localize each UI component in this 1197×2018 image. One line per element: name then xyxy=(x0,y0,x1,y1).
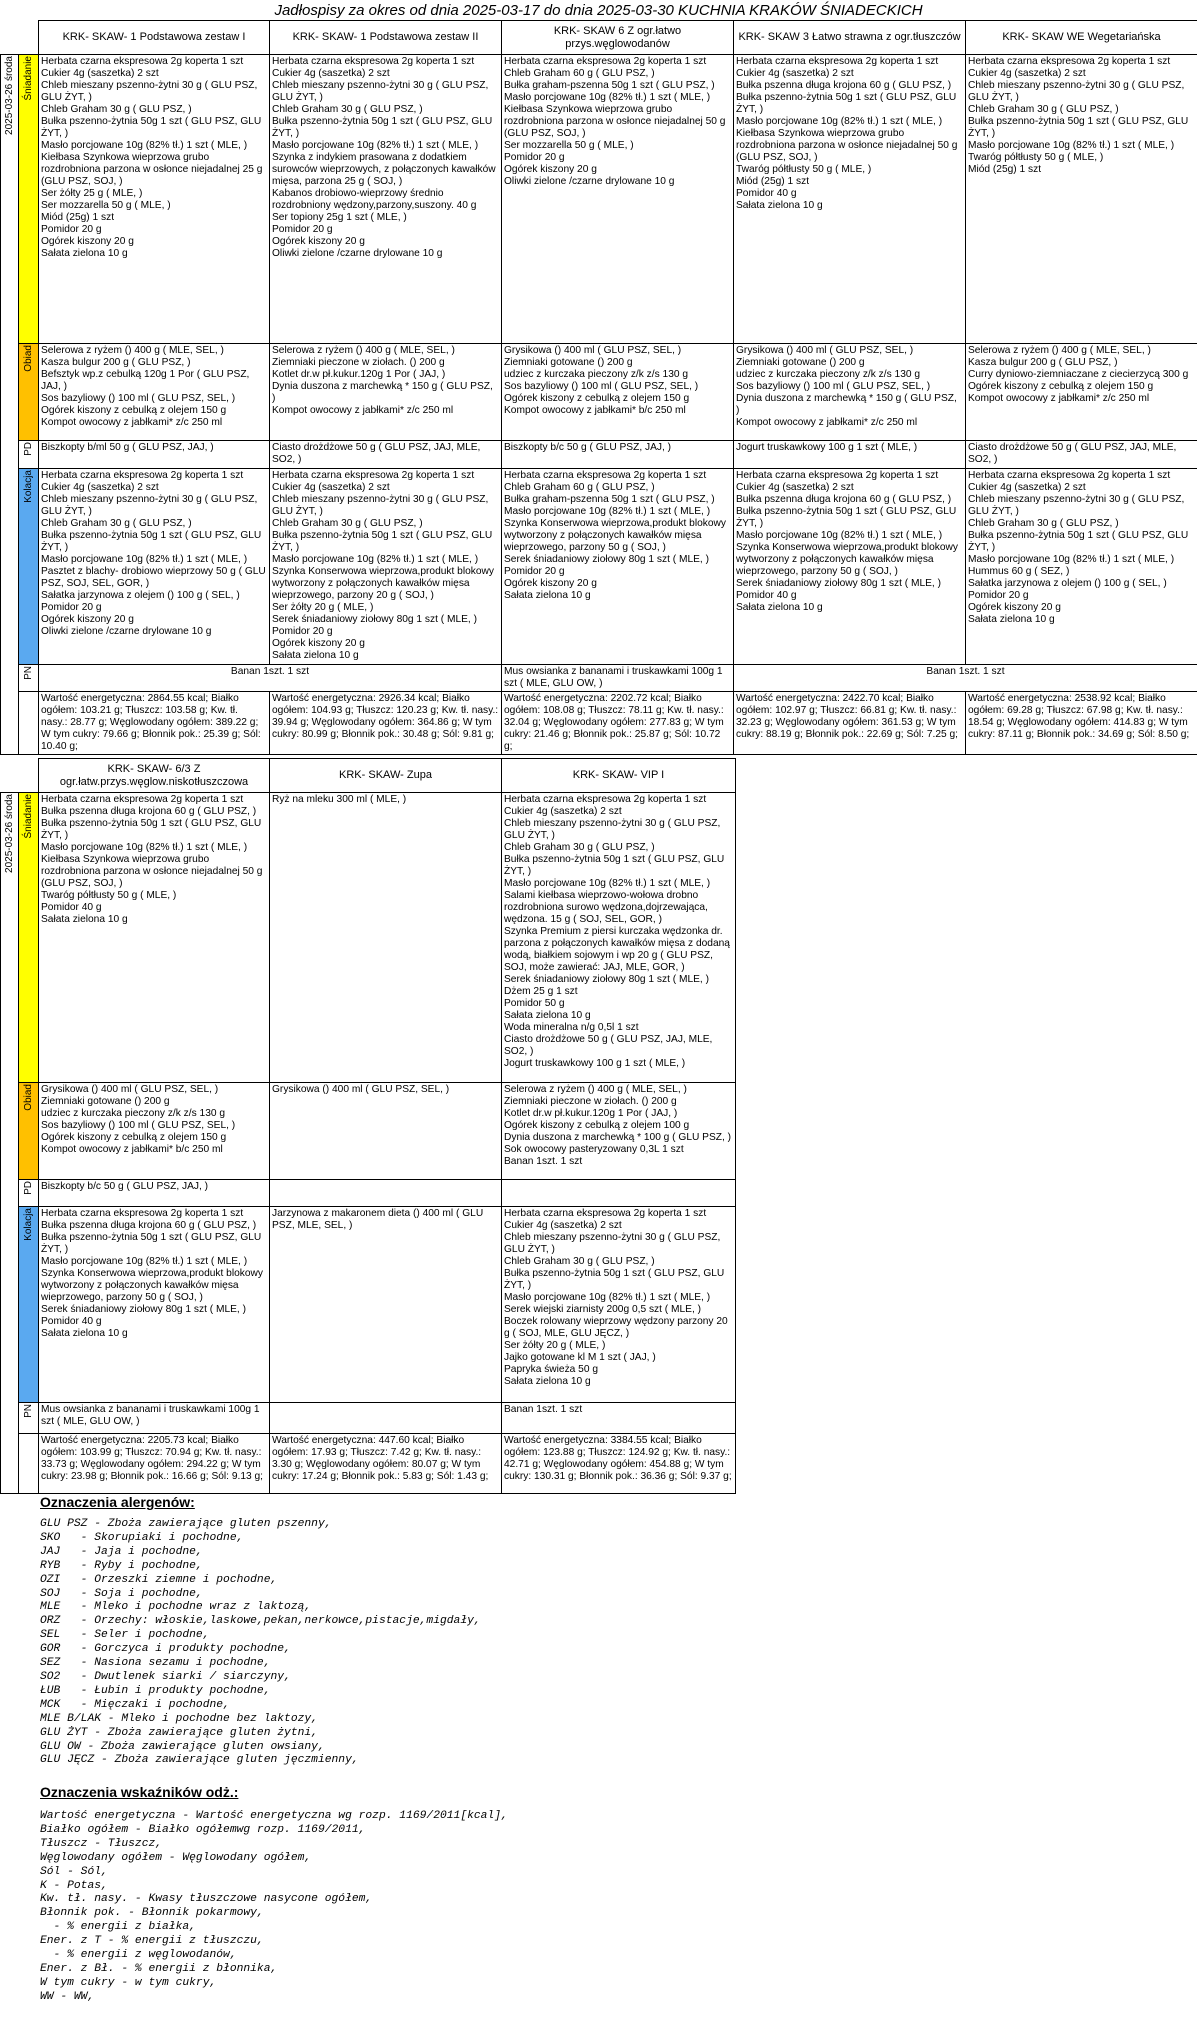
menu-cell: Biszkopty b/c 50 g ( GLU PSZ, JAJ, ) xyxy=(39,1180,270,1207)
menu-table-2 xyxy=(0,758,736,1494)
menu-cell: Grysikowa () 400 ml ( GLU PSZ, SEL, ) Ziemniaki gotowane () 200 g udziec z kurczaka pieczony z/k z/s 130 g Sos bazyliowy () 100 ml ( GLU PSZ, SEL, ) Ogórek kiszony z cebulką z olejem 150 g Kompot owocowy z jabłkami* b/c 250 ml xyxy=(502,344,734,441)
menu-table-1 xyxy=(0,20,1197,755)
allergens-legend: GLU PSZ - Zboża zawierające gluten pszenny, SKO - Skorupiaki i pochodne, JAJ - Jaja i pochodne, RYB - Ryby i pochodne, OZI - Orzeszki ziemne i pochodne, SOJ - Soja i pochodne, MLE - Mleko i pochodne wraz z laktozą, ORZ - Orzechy: włoskie,laskowe,pekan,nerkowce,pistacje,migdały, SEL - Seler i pochodne, GOR - Gorczyca i produkty pochodne, SEZ - Nasiona sezamu i pochodne, SO2 - Dwutlenek siarki / siarczyny, ŁUB - Łubin i produkty pochodne, MCK - Mięczaki i pochodne, MLE B/LAK - Mleko i pochodne bez laktozy, GLU ŻYT - Zboża zawierające gluten żytni, GLU OW - Zboża zawierające gluten owsiany, GLU JĘCZ - Zboża zawierające gluten jęczmienny, xyxy=(40,1518,481,1767)
menu-cell xyxy=(270,1180,502,1207)
menu-cell: Herbata czarna ekspresowa 2g koperta 1 szt Bułka pszenna długa krojona 60 g ( GLU PSZ, ) Bułka pszenno-żytnia 50g 1 szt ( GLU PSZ, GLU ŻYT, ) Masło porcjowane 10g (82% tł.) 1 szt ( MLE, ) Kiełbasa Szynkowa wieprzowa grubo rozdrobniona parzona w osłonce niejadalnej 50 g (GLU PSZ, SOJ, ) Twaróg półtłusty 50 g ( MLE, ) Pomidor 40 g Sałata zielona 10 g xyxy=(39,793,270,1083)
menu-cell: Selerowa z ryżem () 400 g ( MLE, SEL, ) Kasza bulgur 200 g ( GLU PSZ, ) Befsztyk wp.z cebulką 120g 1 Por ( GLU PSZ, JAJ, ) Sos bazyliowy () 100 ml ( GLU PSZ, SEL, ) Ogórek kiszony z cebulką z olejem 150 g Kompot owocowy z jabłkami* z/c 250 ml xyxy=(39,344,270,441)
menu-cell: Herbata czarna ekspresowa 2g koperta 1 szt Cukier 4g (saszetka) 2 szt Bułka pszenna długa krojona 60 g ( GLU PSZ, ) Bułka pszenno-żytnia 50g 1 szt ( GLU PSZ, GLU ŻYT, ) Masło porcjowane 10g (82% tł.) 1 szt ( MLE, ) Szynka Konserwowa wieprzowa,produkt blokowy wytworzony z połączonych kawałków mięsa wieprzowego, parzony 50 g ( SOJ, ) Serek śniadaniowy ziołowy 80g 1 szt ( MLE, ) Pomidor 40 g Sałata zielona 10 g xyxy=(734,469,966,665)
meal-label-pd: PD xyxy=(19,1180,39,1207)
menu-cell xyxy=(502,1180,736,1207)
diet-header: KRK- SKAW- 1 Podstawowa zestaw I xyxy=(39,21,270,55)
menu-cell: Herbata czarna ekspresowa 2g koperta 1 szt Cukier 4g (saszetka) 2 szt Chleb mieszany pszenno-żytni 30 g ( GLU PSZ, GLU ŻYT, ) Chleb Graham 30 g ( GLU PSZ, ) Bułka pszenno-żytnia 50g 1 szt ( GLU PSZ, GLU ŻYT, ) Masło porcjowane 10g (82% tł.) 1 szt ( MLE, ) Twaróg półtłusty 50 g ( MLE, ) Miód (25g) 1 szt xyxy=(966,55,1197,344)
menu-cell: Jarzynowa z makaronem dieta () 400 ml ( GLU PSZ, MLE, SEL, ) xyxy=(270,1207,502,1403)
menu-cell: Herbata czarna ekspresowa 2g koperta 1 szt Cukier 4g (saszetka) 2 szt Chleb mieszany pszenno-żytni 30 g ( GLU PSZ, GLU ŻYT, ) Chleb Graham 30 g ( GLU PSZ, ) Bułka pszenno-żytnia 50g 1 szt ( GLU PSZ, GLU ŻYT, ) Masło porcjowane 10g (82% tł.) 1 szt ( MLE, ) Szynka z indykiem prasowana z dodatkiem surowców wieprzowych, z połączonych kawałków mięsa, parzona 25 g ( SOJ, ) Kabanos drobiowo-wieprzowy średnio rozdrobniony wędzony,parzony,suszony. 40 g Ser topiony 25g 1 szt ( MLE, ) Pomidor 20 g Ogórek kiszony 20 g Oliwki zielone /czarne drylowane 10 g xyxy=(270,55,502,344)
menu-cell: Herbata czarna ekspresowa 2g koperta 1 szt Cukier 4g (saszetka) 2 szt Chleb mieszany pszenno-żytni 30 g ( GLU PSZ, GLU ŻYT, ) Chleb Graham 30 g ( GLU PSZ, ) Bułka pszenno-żytnia 50g 1 szt ( GLU PSZ, GLU ŻYT, ) Masło porcjowane 10g (82% tł.) 1 szt ( MLE, ) Hummus 60 g ( SEZ, ) Sałatka jarzynowa z olejem () 100 g ( SEL, ) Pomidor 20 g Ogórek kiszony 20 g Sałata zielona 10 g xyxy=(966,469,1197,665)
menu-cell: Herbata czarna ekspresowa 2g koperta 1 szt Cukier 4g (saszetka) 2 szt Bułka pszenna długa krojona 60 g ( GLU PSZ, ) Bułka pszenno-żytnia 50g 1 szt ( GLU PSZ, GLU ŻYT, ) Masło porcjowane 10g (82% tł.) 1 szt ( MLE, ) Kiełbasa Szynkowa wieprzowa grubo rozdrobniona parzona w osłonce niejadalnej 50 g (GLU PSZ, SOJ, ) Twaróg półtłusty 50 g ( MLE, ) Miód (25g) 1 szt Pomidor 40 g Sałata zielona 10 g xyxy=(734,55,966,344)
menu-cell: Banan 1szt. 1 szt xyxy=(734,665,1197,692)
indicators-heading: Oznaczenia wskaźników odż.: xyxy=(40,1784,239,1800)
menu-cell: Herbata czarna ekspresowa 2g koperta 1 szt Cukier 4g (saszetka) 2 szt Chleb mieszany pszenno-żytni 30 g ( GLU PSZ, GLU ŻYT, ) Chleb Graham 30 g ( GLU PSZ, ) Bułka pszenno-żytnia 50g 1 szt ( GLU PSZ, GLU ŻYT, ) Masło porcjowane 10g (82% tł.) 1 szt ( MLE, ) Serek wiejski ziarnisty 200g 0,5 szt ( MLE, ) Boczek rolowany wieprzowy wędzony parzony 20 g ( SOJ, MLE, GLU JĘCZ, ) Ser żółty 20 g ( MLE, ) Jajko gotowane kl M 1 szt ( JAJ, ) Papryka świeża 50 g Sałata zielona 10 g xyxy=(502,1207,736,1403)
menu-cell: Banan 1szt. 1 szt xyxy=(502,1403,736,1434)
menu-cell: Herbata czarna ekspresowa 2g koperta 1 szt Cukier 4g (saszetka) 2 szt Chleb mieszany pszenno-żytni 30 g ( GLU PSZ, GLU ŻYT, ) Chleb Graham 30 g ( GLU PSZ, ) Bułka pszenno-żytnia 50g 1 szt ( GLU PSZ, GLU ŻYT, ) Masło porcjowane 10g (82% tł.) 1 szt ( MLE, ) Salami kiełbasa wieprzowo-wołowa drobno rozdrobniona surowo wędzona,dojrzewająca, wędzona. 15 g ( SOJ, SEL, GOR, ) Szynka Premium z piersi kurczaka wędzonka dr. parzona z połączonych kawałków mięsa z dodaną wodą, białkiem sojowym i wp 20 g ( GLU PSZ, SOJ, może zawierać: JAJ, MLE, GOR, ) Serek śniadaniowy ziołowy 80g 1 szt ( MLE, ) Dżem 25 g 1 szt Pomidor 50 g Sałata zielona 10 g Woda mineralna n/g 0,5l 1 szt Ciasto drożdżowe 50 g ( GLU PSZ, JAJ, MLE, SO2, ) Jogurt truskawkowy 100 g 1 szt ( MLE, ) xyxy=(502,793,736,1083)
menu-cell: Ciasto drożdżowe 50 g ( GLU PSZ, JAJ, MLE, SO2, ) xyxy=(270,441,502,469)
menu-cell: Ryż na mleku 300 ml ( MLE, ) xyxy=(270,793,502,1083)
diet-header: KRK- SKAW- 6/3 Z ogr.łatw.przys.węglow.niskotłuszczowa xyxy=(39,759,270,793)
menu-cell: Grysikowa () 400 ml ( GLU PSZ, SEL, ) Ziemniaki gotowane () 200 g udziec z kurczaka pieczony z/k z/s 130 g Sos bazyliowy () 100 ml ( GLU PSZ, SEL, ) Dynia duszona z marchewką * 150 g ( GLU PSZ, ) Kompot owocowy z jabłkami* z/c 250 ml xyxy=(734,344,966,441)
allergens-heading: Oznaczenia alergenów: xyxy=(40,1494,195,1510)
nutrition-cell: Wartość energetyczna: 2864.55 kcal; Białko ogółem: 103.21 g; Tłuszcz: 103.58 g; Kw. tł. nasy.: 28.77 g; Węglowodany ogółem: 389.22 g; W tym cukry: 79.66 g; Błonnik pok.: 25.39 g; Sól: 10.40 g; xyxy=(39,692,270,755)
diet-header: KRK- SKAW- 1 Podstawowa zestaw II xyxy=(270,21,502,55)
diet-header: KRK- SKAW WE Wegetariańska xyxy=(966,21,1197,55)
page-title: Jadłospisy za okres od dnia 2025-03-17 do dnia 2025-03-30 KUCHNIA KRAKÓW ŚNIADECKICH xyxy=(274,2,923,19)
meal-label-obiad: Obiad xyxy=(19,1083,39,1180)
nutrition-cell: Wartość energetyczna: 3384.55 kcal; Białko ogółem: 123.88 g; Tłuszcz: 124.92 g; Kw. tł. nasy.: 42.71 g; Węglowodany ogółem: 454.88 g; W tym cukry: 130.31 g; Błonnik pok.: 36.36 g; Sól: 9.37 g; xyxy=(502,1434,736,1494)
menu-cell: Mus owsianka z bananami i truskawkami 100g 1 szt ( MLE, GLU OW, ) xyxy=(39,1403,270,1434)
diet-header: KRK- SKAW- Zupa xyxy=(270,759,502,793)
nutrition-cell: Wartość energetyczna: 2205.73 kcal; Białko ogółem: 103.99 g; Tłuszcz: 70.94 g; Kw. tł. nasy.: 33.73 g; Węglowodany ogółem: 294.22 g; W tym cukry: 23.98 g; Błonnik pok.: 16.66 g; Sól: 9.13 g; xyxy=(39,1434,270,1494)
meal-label-kolacja: Kolacja xyxy=(19,1207,39,1403)
menu-cell: Herbata czarna ekspresowa 2g koperta 1 szt Chleb Graham 60 g ( GLU PSZ, ) Bułka graham-pszenna 50g 1 szt ( GLU PSZ, ) Masło porcjowane 10g (82% tł.) 1 szt ( MLE, ) Kiełbasa Szynkowa wieprzowa grubo rozdrobniona parzona w osłonce niejadalnej 50 g (GLU PSZ, SOJ, ) Ser mozzarella 50 g ( MLE, ) Pomidor 20 g Ogórek kiszony 20 g Oliwki zielone /czarne drylowane 10 g xyxy=(502,55,734,344)
meal-label-pn: PN xyxy=(19,1403,39,1434)
nutrition-cell: Wartość energetyczna: 2422.70 kcal; Białko ogółem: 102.97 g; Tłuszcz: 66.81 g; Kw. tł. nasy.: 32.23 g; Węglowodany ogółem: 361.53 g; W tym cukry: 88.19 g; Błonnik pok.: 22.69 g; Sól: 7.25 g; xyxy=(734,692,966,755)
meal-label-pd: PD xyxy=(19,441,39,469)
menu-cell: Selerowa z ryżem () 400 g ( MLE, SEL, ) Ziemniaki pieczone w ziołach. () 200 g Kotlet dr.w pł.kukur.120g 1 Por ( JAJ, ) Ogórek kiszony z cebulką z olejem 100 g Dynia duszona z marchewką * 100 g ( GLU PSZ, ) Sok owocowy pasteryzowany 0,3L 1 szt Banan 1szt. 1 szt xyxy=(502,1083,736,1180)
meal-label-sniadanie: Śniadanie xyxy=(19,55,39,344)
date-cell: 2025-03-26 środa xyxy=(1,55,19,755)
menu-cell: Selerowa z ryżem () 400 g ( MLE, SEL, ) Ziemniaki pieczone w ziołach. () 200 g Kotlet dr.w pł.kukur.120g 1 Por ( JAJ, ) Dynia duszona z marchewką * 150 g ( GLU PSZ, ) Kompot owocowy z jabłkami* z/c 250 ml xyxy=(270,344,502,441)
meal-label-pn: PN xyxy=(19,665,39,692)
menu-cell: Herbata czarna ekspresowa 2g koperta 1 szt Chleb Graham 60 g ( GLU PSZ, ) Bułka graham-pszenna 50g 1 szt ( GLU PSZ, ) Masło porcjowane 10g (82% tł.) 1 szt ( MLE, ) Szynka Konserwowa wieprzowa,produkt blokowy wytworzony z połączonych kawałków mięsa wieprzowego, parzony 50 g ( SOJ, ) Serek śniadaniowy ziołowy 80g 1 szt ( MLE, ) Pomidor 20 g Ogórek kiszony 20 g Sałata zielona 10 g xyxy=(502,469,734,665)
meal-label-obiad: Obiad xyxy=(19,344,39,441)
menu-cell xyxy=(270,1403,502,1434)
date-cell: 2025-03-26 środa xyxy=(1,793,19,1494)
nutrition-cell: Wartość energetyczna: 2538.92 kcal; Białko ogółem: 69.28 g; Tłuszcz: 67.98 g; Kw. tł. nasy.: 18.54 g; Węglowodany ogółem: 414.83 g; W tym cukry: 87.11 g; Błonnik pok.: 34.69 g; Sól: 8.50 g; xyxy=(966,692,1197,755)
diet-header: KRK- SKAW 3 Łatwo strawna z ogr.tłuszczów xyxy=(734,21,966,55)
diet-header: KRK- SKAW 6 Z ogr.łatwo przys.węglowodanów xyxy=(502,21,734,55)
menu-cell: Biszkopty b/c 50 g ( GLU PSZ, JAJ, ) xyxy=(502,441,734,469)
menu-cell: Herbata czarna ekspresowa 2g koperta 1 szt Cukier 4g (saszetka) 2 szt Chleb mieszany pszenno-żytni 30 g ( GLU PSZ, GLU ŻYT, ) Chleb Graham 30 g ( GLU PSZ, ) Bułka pszenno-żytnia 50g 1 szt ( GLU PSZ, GLU ŻYT, ) Masło porcjowane 10g (82% tł.) 1 szt ( MLE, ) Pasztet z blachy- drobiowo wieprzowy 50 g ( GLU PSZ, SOJ, SEL, GOR, ) Sałatka jarzynowa z olejem () 100 g ( SEL, ) Pomidor 20 g Ogórek kiszony 20 g Oliwki zielone /czarne drylowane 10 g xyxy=(39,469,270,665)
menu-cell: Selerowa z ryżem () 400 g ( MLE, SEL, ) Kasza bulgur 200 g ( GLU PSZ, ) Curry dyniowo-ziemniaczane z ciecierzycą 300 g Ogórek kiszony z cebulką z olejem 150 g Kompot owocowy z jabłkami* z/c 250 ml xyxy=(966,344,1197,441)
menu-cell: Grysikowa () 400 ml ( GLU PSZ, SEL, ) Ziemniaki gotowane () 200 g udziec z kurczaka pieczony z/k z/s 130 g Sos bazyliowy () 100 ml ( GLU PSZ, SEL, ) Ogórek kiszony z cebulką z olejem 150 g Kompot owocowy z jabłkami* b/c 250 ml xyxy=(39,1083,270,1180)
nutrition-cell: Wartość energetyczna: 2202.72 kcal; Białko ogółem: 108.08 g; Tłuszcz: 78.11 g; Kw. tł. nasy.: 32.04 g; Węglowodany ogółem: 277.83 g; W tym cukry: 21.46 g; Błonnik pok.: 25.87 g; Sól: 10.72 g; xyxy=(502,692,734,755)
menu-cell: Mus owsianka z bananami i truskawkami 100g 1 szt ( MLE, GLU OW, ) xyxy=(502,665,734,692)
nutrition-cell: Wartość energetyczna: 447.60 kcal; Białko ogółem: 17.93 g; Tłuszcz: 7.42 g; Kw. tł. nasy.: 3.30 g; Węglowodany ogółem: 80.07 g; W tym cukry: 17.24 g; Błonnik pok.: 5.83 g; Sól: 1.43 g; xyxy=(270,1434,502,1494)
menu-cell: Jogurt truskawkowy 100 g 1 szt ( MLE, ) xyxy=(734,441,966,469)
menu-cell: Banan 1szt. 1 szt xyxy=(39,665,502,692)
menu-cell: Herbata czarna ekspresowa 2g koperta 1 szt Cukier 4g (saszetka) 2 szt Chleb mieszany pszenno-żytni 30 g ( GLU PSZ, GLU ŻYT, ) Chleb Graham 30 g ( GLU PSZ, ) Bułka pszenno-żytnia 50g 1 szt ( GLU PSZ, GLU ŻYT, ) Masło porcjowane 10g (82% tł.) 1 szt ( MLE, ) Kiełbasa Szynkowa wieprzowa grubo rozdrobniona parzona w osłonce niejadalnej 25 g (GLU PSZ, SOJ, ) Ser żółty 25 g ( MLE, ) Ser mozzarella 50 g ( MLE, ) Miód (25g) 1 szt Pomidor 20 g Ogórek kiszony 20 g Sałata zielona 10 g xyxy=(39,55,270,344)
meal-label-sniadanie: Śniadanie xyxy=(19,793,39,1083)
menu-cell: Herbata czarna ekspresowa 2g koperta 1 szt Cukier 4g (saszetka) 2 szt Chleb mieszany pszenno-żytni 30 g ( GLU PSZ, GLU ŻYT, ) Chleb Graham 30 g ( GLU PSZ, ) Bułka pszenno-żytnia 50g 1 szt ( GLU PSZ, GLU ŻYT, ) Masło porcjowane 10g (82% tł.) 1 szt ( MLE, ) Szynka Konserwowa wieprzowa,produkt blokowy wytworzony z połączonych kawałków mięsa wieprzowego, parzony 20 g ( SOJ, ) Ser żółty 20 g ( MLE, ) Serek śniadaniowy ziołowy 80g 1 szt ( MLE, ) Pomidor 20 g Ogórek kiszony 20 g Sałata zielona 10 g xyxy=(270,469,502,665)
menu-cell: Ciasto drożdżowe 50 g ( GLU PSZ, JAJ, MLE, SO2, ) xyxy=(966,441,1197,469)
meal-label-kolacja: Kolacja xyxy=(19,469,39,665)
diet-header: KRK- SKAW- VIP I xyxy=(502,759,736,793)
indicators-legend: Wartość energetyczna - Wartość energetyczna wg rozp. 1169/2011[kcal], Białko ogółem - Białko ogółemwg rozp. 1169/2011, Tłuszcz - Tłuszcz, Węglowodany ogółem - Węglowodany ogółem, Sól - Sól, K - Potas, Kw. tł. nasy. - Kwasy tłuszczowe nasycone ogółem, Błonnik pok. - Błonnik pokarmowy, - % energii z białka, Ener. z T - % energii z tłuszczu, - % energii z węglowodanów, Ener. z Bł. - % energii z błonnika, W tym cukry - w tym cukry, WW - WW, xyxy=(40,1810,508,2003)
menu-cell: Grysikowa () 400 ml ( GLU PSZ, SEL, ) xyxy=(270,1083,502,1180)
menu-cell: Herbata czarna ekspresowa 2g koperta 1 szt Bułka pszenna długa krojona 60 g ( GLU PSZ, ) Bułka pszenno-żytnia 50g 1 szt ( GLU PSZ, GLU ŻYT, ) Masło porcjowane 10g (82% tł.) 1 szt ( MLE, ) Szynka Konserwowa wieprzowa,produkt blokowy wytworzony z połączonych kawałków mięsa wieprzowego, parzony 50 g ( SOJ, ) Serek śniadaniowy ziołowy 80g 1 szt ( MLE, ) Pomidor 40 g Sałata zielona 10 g xyxy=(39,1207,270,1403)
nutrition-cell: Wartość energetyczna: 2926.34 kcal; Białko ogółem: 104.93 g; Tłuszcz: 120.23 g; Kw. tł. nasy.: 39.94 g; Węglowodany ogółem: 364.86 g; W tym cukry: 80.99 g; Błonnik pok.: 30.48 g; Sól: 9.81 g; xyxy=(270,692,502,755)
menu-cell: Biszkopty b/ml 50 g ( GLU PSZ, JAJ, ) xyxy=(39,441,270,469)
